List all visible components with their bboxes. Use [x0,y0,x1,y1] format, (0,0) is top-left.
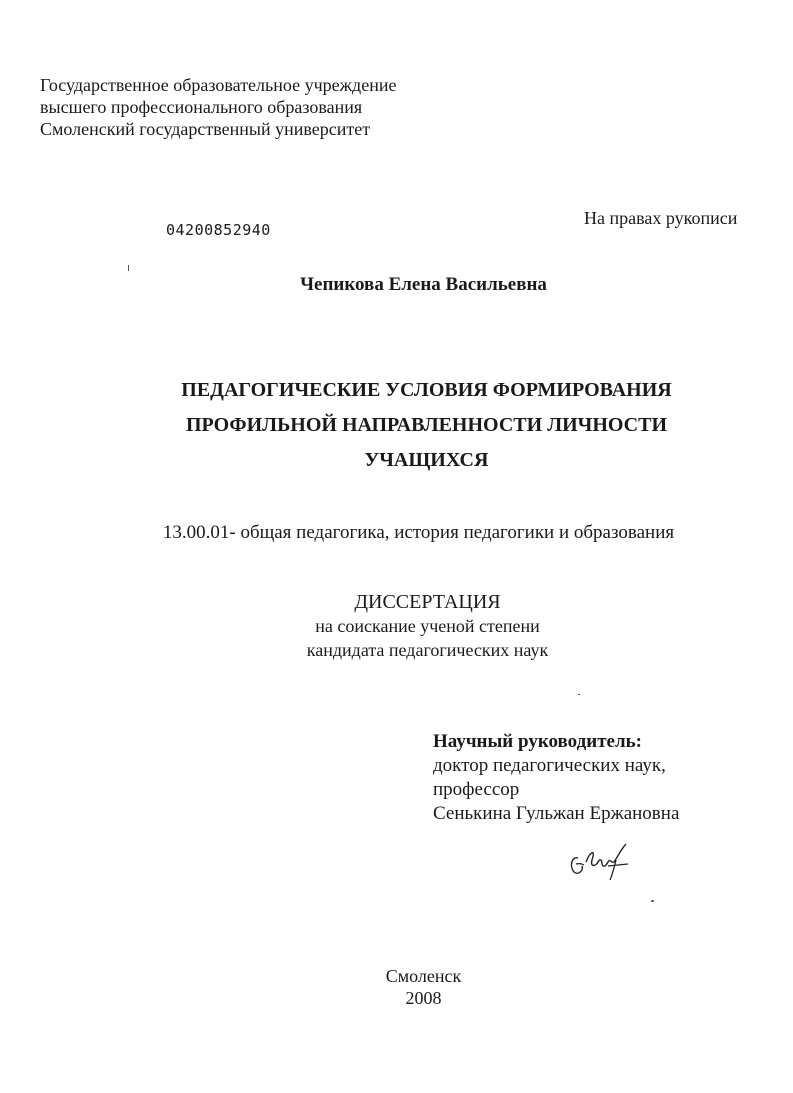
title-line-2: ПРОФИЛЬНОЙ НАПРАВЛЕННОСТИ ЛИЧНОСТИ [185,414,668,436]
institution-line-2: высшего профессионального образования [40,97,363,117]
dissertation-title [30,373,793,478]
title-line-1: ПЕДАГОГИЧЕСКИЕ УСЛОВИЯ ФОРМИРОВАНИЯ [181,379,672,401]
supervisor-heading: Научный руководитель: [433,731,642,752]
document-type: ДИССЕРТАЦИЯ [354,591,501,613]
dissertation-type [31,590,793,662]
degree-line-1: на соискание ученой степени [315,616,540,636]
year: 2008 [405,988,442,1008]
supervisor-name: Сенькина Гульжан Ержановна [433,803,680,824]
specialty-code: 13.00.01- общая педагогика, история педагогики и образования [162,522,675,543]
scan-speck [578,694,580,695]
rights-note: На правах рукописи [584,208,738,228]
supervisor-degree: доктор педагогических наук, [433,755,666,776]
institution-line-3: Смоленский государственный университет [40,119,371,139]
place-year [27,965,793,1009]
registration-code: 04200852940 [166,221,271,239]
scan-speck [651,900,654,902]
supervisor-rank: профессор [433,779,520,800]
signature [566,836,636,882]
supervisor-block [433,730,679,826]
author-name: Чепикова Елена Васильевна [300,274,547,295]
institution-header [40,74,793,140]
scan-speck [128,265,129,271]
degree-line-2: кандидата педагогических наук [306,640,549,660]
city: Смоленск [385,966,462,986]
title-line-3: УЧАЩИХСЯ [364,449,489,471]
institution-line-1: Государственное образовательное учреждение [40,75,397,95]
